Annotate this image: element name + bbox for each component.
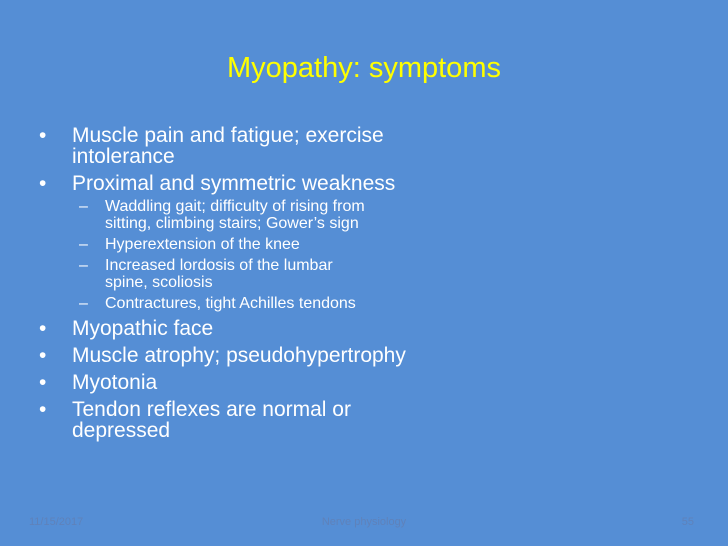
bullet-item xyxy=(30,345,490,366)
sub-bullet-text-line: sitting, climbing stairs; Gower’s sign xyxy=(105,215,359,232)
bullet-text-line: Proximal and symmetric weakness xyxy=(72,172,396,195)
bullet-item xyxy=(30,125,490,167)
footer-title: Nerve physiology xyxy=(321,516,407,528)
sub-bullet-text-line: Contractures, tight Achilles tendons xyxy=(105,295,356,312)
bullet-icon: • xyxy=(39,124,47,147)
slide-title: Myopathy: symptoms xyxy=(227,52,501,84)
sub-bullet-item xyxy=(30,198,490,232)
bullet-icon: • xyxy=(39,398,47,421)
bullet-item xyxy=(30,399,490,441)
bullet-list xyxy=(30,125,490,441)
sub-bullet-text-line: spine, scoliosis xyxy=(105,274,213,291)
bullet-text-line: Tendon reflexes are normal or xyxy=(72,398,351,421)
bullet-text-line: Myotonia xyxy=(72,371,158,394)
bullet-item xyxy=(30,318,490,339)
bullet-item xyxy=(30,173,490,194)
dash-icon: – xyxy=(79,198,88,215)
sub-bullet-text-line: Waddling gait; difficulty of rising from xyxy=(105,198,365,215)
sub-bullet-item xyxy=(30,295,490,312)
bullet-text-line: depressed xyxy=(72,419,171,442)
bullet-icon: • xyxy=(39,317,47,340)
sub-bullet-item xyxy=(30,257,490,291)
bullet-text-line: Muscle atrophy; pseudohypertrophy xyxy=(72,344,406,367)
sub-bullet-text-line: Hyperextension of the knee xyxy=(105,236,300,253)
bullet-icon: • xyxy=(39,371,47,394)
sub-bullet-text-line: Increased lordosis of the lumbar xyxy=(105,257,333,274)
dash-icon: – xyxy=(79,295,88,312)
bullet-text-line: Myopathic face xyxy=(72,317,214,340)
bullet-icon: • xyxy=(39,172,47,195)
bullet-icon: • xyxy=(39,344,47,367)
bullet-text-line: Muscle pain and fatigue; exercise xyxy=(72,124,384,147)
bullet-text-line: intolerance xyxy=(72,145,175,168)
sub-bullet-item xyxy=(30,236,490,253)
footer-date: 11/15/2017 xyxy=(29,516,84,528)
dash-icon: – xyxy=(79,236,88,253)
dash-icon: – xyxy=(79,257,88,274)
slide-number: 55 xyxy=(681,516,694,528)
bullet-item xyxy=(30,372,490,393)
